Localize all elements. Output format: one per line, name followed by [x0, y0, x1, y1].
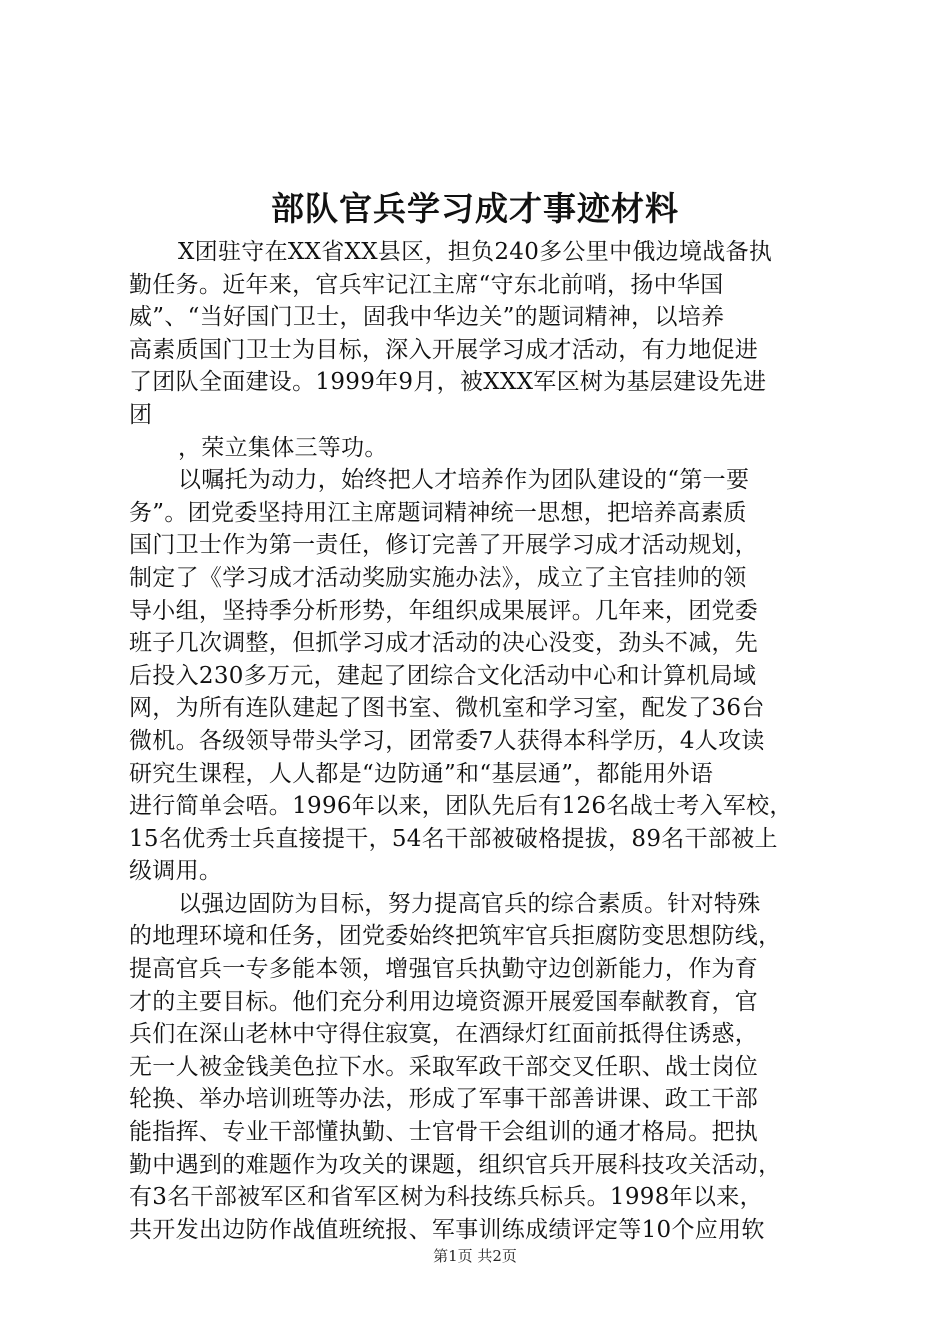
- text-line: 导小组，坚持季分析形势，年组织成果展评。几年来，团党委: [129, 597, 759, 624]
- text-line: 有3名干部被军区和省军区树为科技练兵标兵。1998年以来，: [129, 1184, 763, 1211]
- text-line: 勤中遇到的难题作为攻关的课题，组织官兵开展科技攻关活动，: [129, 1151, 782, 1178]
- text-line: 班子几次调整，但抓学习成才活动的决心没变，劲头不减，先: [129, 630, 759, 657]
- text-line: 才的主要目标。他们充分利用边境资源开展爱国奉献教育，官: [129, 988, 759, 1015]
- text-line: X团驻守在XX省XX县区，担负240多公里中俄边境战备执: [178, 239, 773, 265]
- text-line: 高素质国门卫士为目标，深入开展学习成才活动，有力地促进: [129, 336, 759, 363]
- text-line: 团: [129, 401, 153, 428]
- text-line: 制定了《学习成才活动奖励实施办法》，成立了主官挂帅的领: [129, 564, 747, 591]
- text-line: 勤任务。近年来，官兵牢记江主席“守东北前哨，扬中华国: [129, 271, 724, 298]
- text-line: 能指挥、专业干部懂执勤、士官骨干会组训的通才格局。把执: [129, 1119, 759, 1146]
- text-line: 国门卫士作为第一责任，修订完善了开展学习成才活动规划，: [129, 532, 759, 559]
- text-line: 威”、“当好国门卫士，固我中华边关”的题词精神，以培养: [129, 304, 725, 331]
- text-line: 了团队全面建设。1999年9月，被XXX军区树为基层建设先进: [129, 369, 767, 396]
- text-line: 研究生课程，人人都是“边防通”和“基层通”，都能用外语: [129, 760, 714, 787]
- text-line: 级调用。: [129, 858, 223, 885]
- text-line: 后投入230多万元，建起了团综合文化活动中心和计算机局域: [129, 662, 757, 689]
- text-line: ，荣立集体三等功。: [178, 434, 388, 461]
- text-line: 以强边固防为目标，努力提高官兵的综合素质。针对特殊: [178, 890, 761, 917]
- text-line: 提高官兵一专多能本领，增强官兵执勤守边创新能力，作为育: [129, 956, 759, 983]
- text-line: 以嘱托为动力，始终把人才培养作为团队建设的“第一要: [178, 467, 750, 494]
- text-line: 共开发出边防作战值班统报、军事训练成绩评定等10个应用软: [129, 1216, 765, 1243]
- text-line: 务”。团党委坚持用江主席题词精神统一思想，把培养高素质: [129, 499, 747, 526]
- document-body: [129, 236, 834, 1246]
- text-line: 进行简单会唔。1996年以来，团队先后有126名战士考入军校，: [129, 793, 793, 820]
- text-line: 的地理环境和任务，团党委始终把筑牢官兵拒腐防变思想防线，: [129, 923, 782, 950]
- text-line: 兵们在深山老林中守得住寂寞，在酒绿灯红面前抵得住诱惑，: [129, 1021, 759, 1048]
- text-line: 15名优秀士兵直接提干，54名干部被破格提拔，89名干部被上: [129, 825, 778, 852]
- text-line: 网，为所有连队建起了图书室、微机室和学习室，配发了36台: [129, 695, 765, 722]
- text-line: 微机。各级领导带头学习，团常委7人获得本科学历，4人攻读: [129, 727, 765, 754]
- text-line: 无一人被金钱美色拉下水。采取军政干部交叉任职、战士岗位: [129, 1053, 759, 1080]
- page-title: 部队官兵学习成才事迹材料: [271, 189, 679, 228]
- text-line: 轮换、举办培训班等办法，形成了军事干部善讲课、政工干部: [129, 1086, 759, 1113]
- page-footer: 第1页 共2页: [433, 1247, 517, 1265]
